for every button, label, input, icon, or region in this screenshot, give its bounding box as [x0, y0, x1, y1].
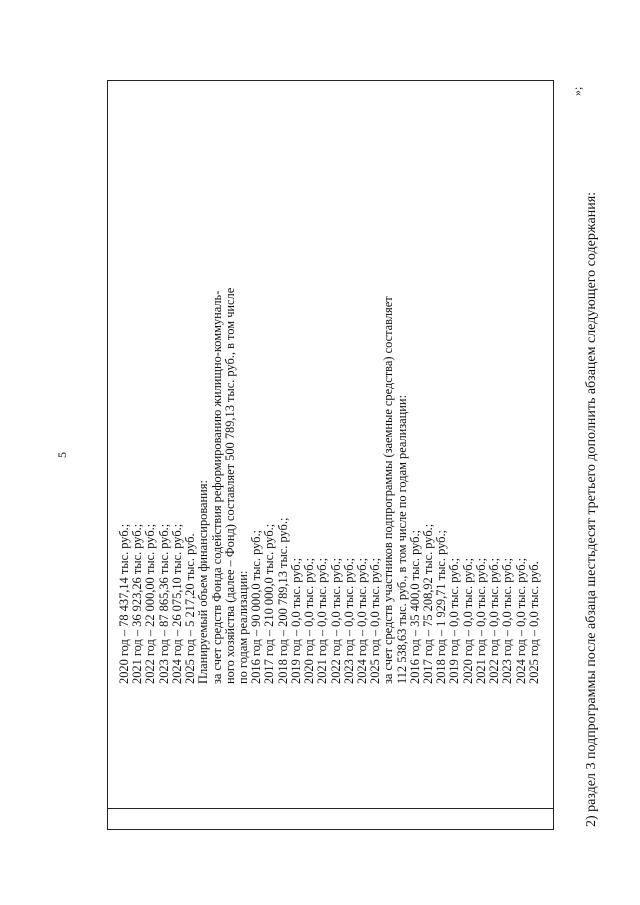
text-line: по годам реализации: — [235, 570, 250, 684]
text-line: 2023 год – 87 865,36 тыс. руб.; — [156, 523, 171, 684]
text-line: 2022 год – 22 000,00 тыс. руб.; — [143, 523, 158, 684]
text-line: 2020 год – 0,0 тыс. руб.; — [460, 557, 475, 684]
text-line: 2019 год – 0,0 тыс. руб.; — [447, 557, 462, 684]
page-number: 5 — [55, 452, 69, 458]
text-line: 2025 год – 5 217,20 тыс. руб. — [183, 533, 198, 684]
text-line: 2018 год – 1 929,71 тыс. руб.; — [434, 530, 449, 684]
text-line: 2016 год – 35 400,0 тыс. руб.; — [407, 530, 422, 684]
text-line: ного хозяйства (далее – Фонд) составляет 500 789,13 тыс. руб., в том числе — [222, 287, 237, 684]
text-line: 2018 год – 200 789,13 тыс. руб.; — [275, 517, 290, 684]
text-line: 112 538,63 тыс. руб., в том числе по годам реализации: — [394, 394, 409, 684]
text-line: за счет средств Фонда содействия реформированию жилищно-коммуналь- — [209, 290, 224, 684]
text-line: 2024 год – 0,0 тыс. руб.; — [354, 557, 369, 684]
text-line: 2025 год – 0,0 тыс. руб.; — [368, 557, 383, 684]
amendment-paragraph: 2) раздел 3 подпрограммы после абзаца шестьдесят третьего дополнить абзацем следующего содержания: — [584, 191, 599, 827]
text-line: 2021 год – 0,0 тыс. руб.; — [315, 557, 330, 684]
text-line: 2021 год – 0,0 тыс. руб.; — [473, 557, 488, 684]
text-line: 2017 год – 75 208,92 тыс. руб.; — [421, 523, 436, 684]
text-line: 2016 год – 90 000,0 тыс. руб.; — [249, 530, 264, 684]
text-line: 2024 год – 26 075,10 тыс. руб.; — [169, 523, 184, 684]
text-line: 2017 год – 210 000,0 тыс. руб.; — [262, 523, 277, 684]
table-cell-text — [118, 288, 541, 684]
table-column-divider — [108, 808, 553, 809]
text-line: 2020 год – 78 437,14 тыс. руб.; — [117, 523, 131, 684]
text-line: 2022 год – 0,0 тыс. руб.; — [328, 557, 343, 684]
text-line: 2024 год – 0,0 тыс. руб.; — [513, 557, 528, 684]
text-line: 2023 год – 0,0 тыс. руб.; — [500, 557, 515, 684]
closing-quote: »; — [570, 86, 584, 96]
text-line: 2019 год – 0,0 тыс. руб.; — [288, 557, 303, 684]
text-line: 2023 год – 0,0 тыс. руб.; — [341, 557, 356, 684]
text-line: за счет средств участников подпрограммы (заемные средства) составляет — [381, 296, 396, 684]
text-line: 2020 год – 0,0 тыс. руб.; — [302, 557, 317, 684]
text-line: 2022 год – 0,0 тыс. руб.; — [487, 557, 502, 684]
text-line: 2025 год – 0,0 тыс. руб. — [526, 561, 541, 684]
text-line: Планируемый объем финансирования: — [196, 480, 211, 684]
text-line: 2021 год – 36 923,26 тыс. руб.; — [130, 523, 145, 684]
